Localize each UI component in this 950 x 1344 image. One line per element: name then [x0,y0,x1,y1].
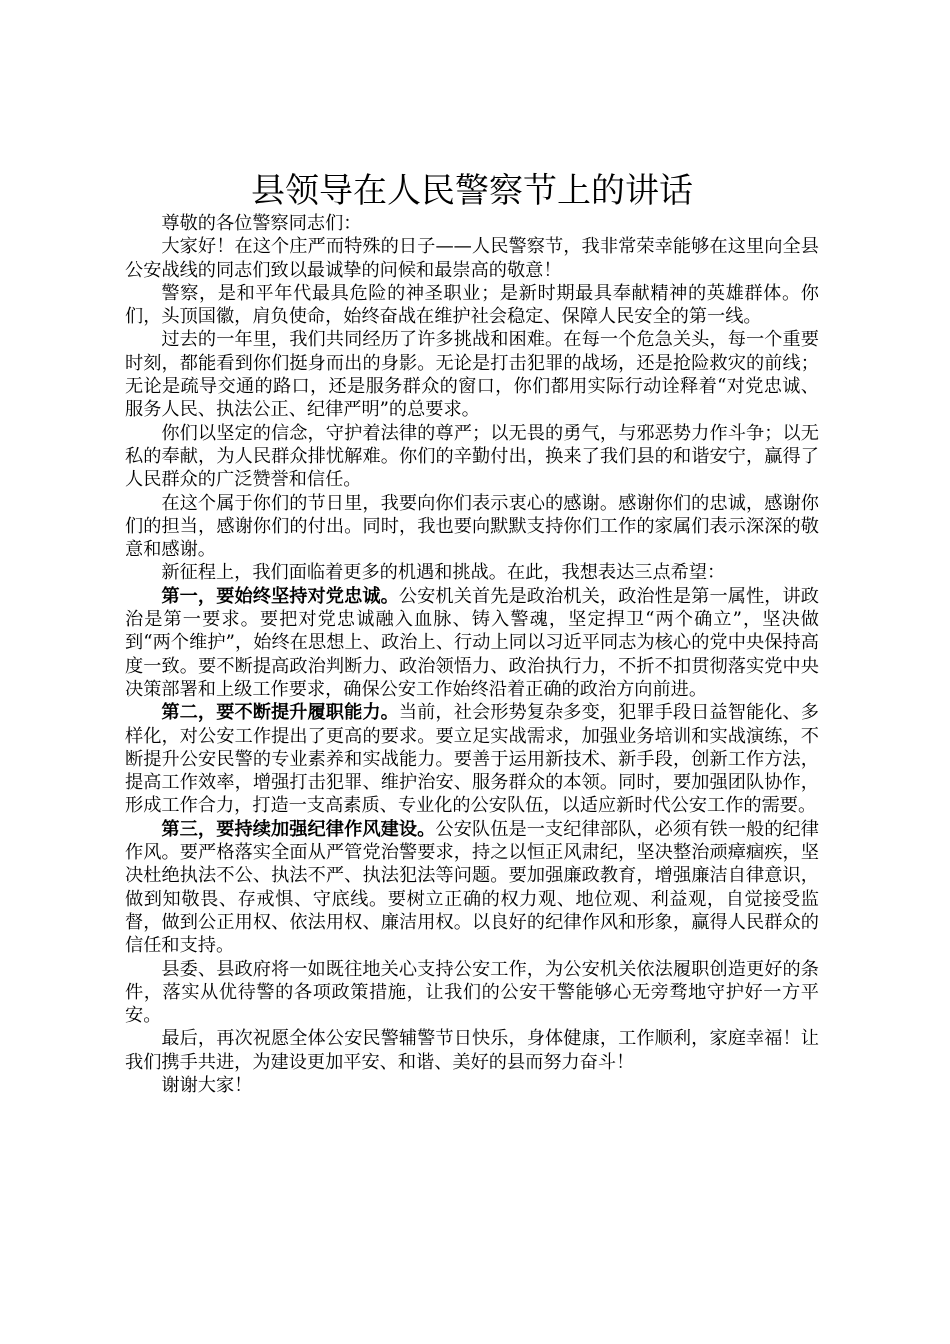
hope-two-text: 当前，社会形势复杂多变，犯罪手段日益智能化、多样化，对公安工作提出了更高的要求。要立足实战需求，加强业务培训和实战演练，不断提升公安民警的专业素养和实战能力。要善于运用新技术、新手段，创新工作方法，提高工作效率，增强打击犯罪、维护治安、服务群众的本领。同时，要加强团队协作，形成工作合力，打造一支高素质、专业化的公安队伍，以适应新时代公安工作的需要。 [125,702,819,817]
hope-three-text: 公安队伍是一支纪律部队，必须有铁一般的纪律作风。要严格落实全面从严管党治警要求，持之以恒正风肃纪，坚决整治顽瘴痼疾，坚决杜绝执法不公、执法不严、执法犯法等问题。要加强廉政教育，增强廉洁自律意识，做到知敬畏、存戒惧、守底线。要树立正确的权力观、地位观、利益观，自觉接受监督，做到公正用权、依法用权、廉洁用权。以良好的纪律作风和形象，赢得人民群众的信任和支持。 [125,818,819,957]
paragraph-greeting: 大家好！在这个庄严而特殊的日子——人民警察节，我非常荣幸能够在这里向全县公安战线的同志们致以最诚挚的问候和最崇高的敬意！ [125,236,819,281]
salutation: 尊敬的各位警察同志们： [161,213,362,234]
paragraph-hopes-intro: 新征程上，我们面临着更多的机遇和挑战。在此，我想表达三点希望： [161,562,726,584]
document-body [125,212,819,1097]
paragraph-hope-three [125,818,819,958]
hope-two-heading: 第二，要不断提升履职能力。 [161,702,399,724]
paragraph-dedication: 你们以坚定的信念，守护着法律的尊严；以无畏的勇气，与邪恶势力作斗争；以无私的奉献，为人民群众排忧解难。你们的辛勤付出，换来了我们县的和谐安宁，赢得了人民群众的广泛赞誉和信任。 [125,422,819,491]
paragraph-thanks: 在这个属于你们的节日里，我要向你们表示衷心的感谢。感谢你们的忠诚，感谢你们的担当，感谢你们的付出。同时，我也要向默默支持你们工作的家属们表示深深的敬意和感谢。 [125,492,819,561]
paragraph-hope-two [125,701,819,817]
paragraph-thank-you: 谢谢大家！ [161,1074,253,1096]
paragraph-police-role: 警察，是和平年代最具危险的神圣职业；是新时期最具奉献精神的英雄群体。你们，头顶国徽，肩负使命，始终奋战在维护社会稳定、保障人民安全的第一线。 [125,282,819,328]
paragraph-support: 县委、县政府将一如既往地关心支持公安工作，为公安机关依法履职创造更好的条件，落实从优待警的各项政策措施，让我们的公安干警能够心无旁骛地守护好一方平安。 [125,958,819,1027]
document-title: 县领导在人民警察节上的讲话 [251,171,693,211]
hope-three-heading: 第三，要持续加强纪律作风建设。 [161,818,436,840]
paragraph-closing-wishes: 最后，再次祝愿全体公安民警辅警节日快乐，身体健康，工作顺利，家庭幸福！让我们携手共进，为建设更加平安、和谐、美好的县而努力奋斗！ [125,1028,819,1073]
paragraph-hope-one [125,585,819,701]
paragraph-past-year: 过去的一年里，我们共同经历了许多挑战和困难。在每一个危急关头，每一个重要时刻，都能看到你们挺身而出的身影。无论是打击犯罪的战场，还是抢险救灾的前线；无论是疏导交通的路口，还是服务群众的窗口，你们都用实际行动诠释着“对党忠诚、服务人民、执法公正、纪律严明”的总要求。 [125,329,819,421]
hope-one-text: 公安机关首先是政治机关，政治性是第一属性，讲政治是第一要求。要把对党忠诚融入血脉、铸入警魂，坚定捍卫“两个确立”，坚决做到“两个维护”，始终在思想上、政治上、行动上同以习近平同志为核心的党中央保持高度一致。要不断提高政治判断力、政治领悟力、政治执行力，不折不扣贯彻落实党中央决策部署和上级工作要求，确保公安工作始终沿着正确的政治方向前进。 [125,585,819,700]
hope-one-heading: 第一，要始终坚持对党忠诚。 [161,585,399,607]
document-page [125,170,819,1097]
